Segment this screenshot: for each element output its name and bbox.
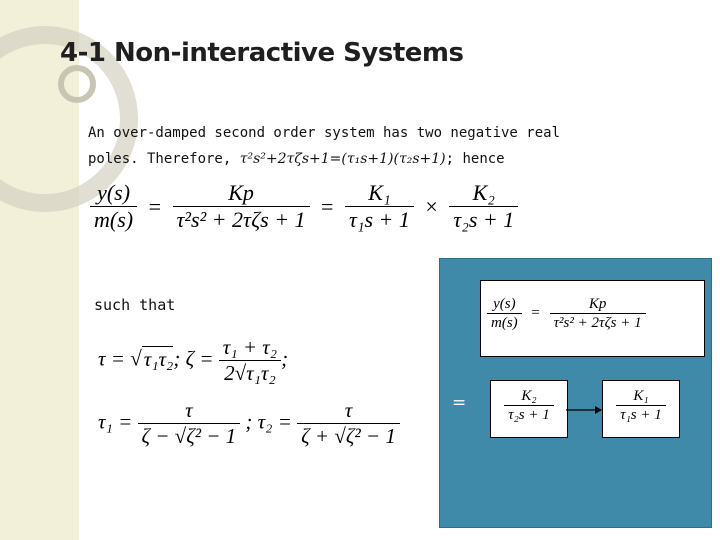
intro-paragraph bbox=[88, 120, 668, 172]
block-a-den: τ₂s + 1 bbox=[508, 407, 550, 423]
first-order-block-1 bbox=[602, 380, 680, 438]
equals-op-2: = bbox=[321, 193, 334, 219]
tau2-den-expr: ζ + √ζ² − 1 bbox=[301, 424, 396, 449]
second-order-den: τ²s² + 2τζs + 1 bbox=[176, 207, 306, 233]
panel-equals-sign: = bbox=[452, 393, 467, 413]
times-op: × bbox=[425, 193, 438, 219]
second-order-block-content bbox=[487, 295, 646, 332]
first-order-fraction-2 bbox=[449, 180, 518, 234]
tau2-den: τ₂s + 1 bbox=[453, 207, 515, 233]
ratio-den: m(s) bbox=[94, 207, 134, 233]
tau-rhs: τ₁τ₂ bbox=[143, 346, 174, 371]
second-order-fraction bbox=[173, 180, 310, 234]
zeta-lhs: ; ζ = bbox=[173, 346, 219, 371]
ratio-y-m bbox=[90, 180, 137, 234]
block-b-den: τ₁s + 1 bbox=[620, 407, 662, 423]
first-order-block-2 bbox=[490, 380, 568, 438]
block-second-order-fraction bbox=[550, 295, 646, 332]
intro-suffix: ; hence bbox=[445, 151, 505, 167]
block-diagram-panel bbox=[439, 258, 712, 528]
block-equals-op: = bbox=[531, 305, 540, 321]
second-order-block bbox=[480, 280, 705, 357]
block-kp: Kp bbox=[550, 295, 646, 314]
block-ratio-den: m(s) bbox=[491, 315, 518, 331]
tau2-num: τ bbox=[297, 398, 400, 424]
transfer-function-equation bbox=[90, 180, 518, 234]
ratio-num: y(s) bbox=[90, 180, 137, 207]
tau1-lhs: τ₁ = bbox=[98, 409, 138, 434]
tau2-fraction bbox=[297, 398, 400, 449]
first-order-block-2-content bbox=[491, 387, 567, 424]
zeta-den: 2√τ₁τ₂ bbox=[224, 361, 276, 386]
block-a-num: K₂ bbox=[504, 387, 554, 406]
such-that-label: such that bbox=[94, 296, 176, 314]
tau-lhs: τ = bbox=[98, 346, 131, 371]
sqrt-symbol: √ bbox=[130, 346, 142, 371]
tau2-lhs: ; τ₂ = bbox=[245, 409, 298, 434]
signal-arrow-icon bbox=[566, 406, 602, 414]
block-b-num: K₁ bbox=[616, 387, 666, 406]
k1-num: K₁ bbox=[345, 180, 414, 207]
intro-line-2 bbox=[88, 146, 668, 172]
tau1-num: τ bbox=[138, 398, 241, 424]
equals-op: = bbox=[148, 193, 162, 219]
intro-formula: τ²s²+2τζs+1=(τ₁s+1)(τ₂s+1) bbox=[239, 151, 446, 167]
block-second-order-den: τ²s² + 2τζs + 1 bbox=[553, 315, 642, 331]
tau-end: ; bbox=[281, 346, 289, 371]
block-a-fraction bbox=[504, 387, 554, 424]
zeta-fraction bbox=[219, 335, 281, 386]
first-order-fraction-1 bbox=[345, 180, 414, 234]
intro-line-1: An over-damped second order system has two negative real bbox=[88, 125, 561, 141]
second-order-num: Kp bbox=[173, 180, 310, 207]
tau1-den-expr: ζ − √ζ² − 1 bbox=[141, 424, 237, 449]
intro-prefix: poles. Therefore, bbox=[88, 151, 240, 167]
block-ratio bbox=[487, 295, 522, 332]
zeta-num: τ₁ + τ₂ bbox=[219, 335, 281, 361]
block-b-fraction bbox=[616, 387, 666, 424]
tau-zeta-equation bbox=[98, 335, 288, 386]
block-ratio-num: y(s) bbox=[487, 295, 522, 314]
tau1-fraction bbox=[138, 398, 241, 449]
slide-title: 4-1 Non-interactive Systems bbox=[60, 38, 464, 68]
first-order-block-1-content bbox=[603, 387, 679, 424]
tau-roots-equation bbox=[98, 398, 400, 449]
decorative-ring-small bbox=[58, 65, 96, 103]
tau1-den: τ₁s + 1 bbox=[348, 207, 410, 233]
k2-num: K₂ bbox=[449, 180, 518, 207]
